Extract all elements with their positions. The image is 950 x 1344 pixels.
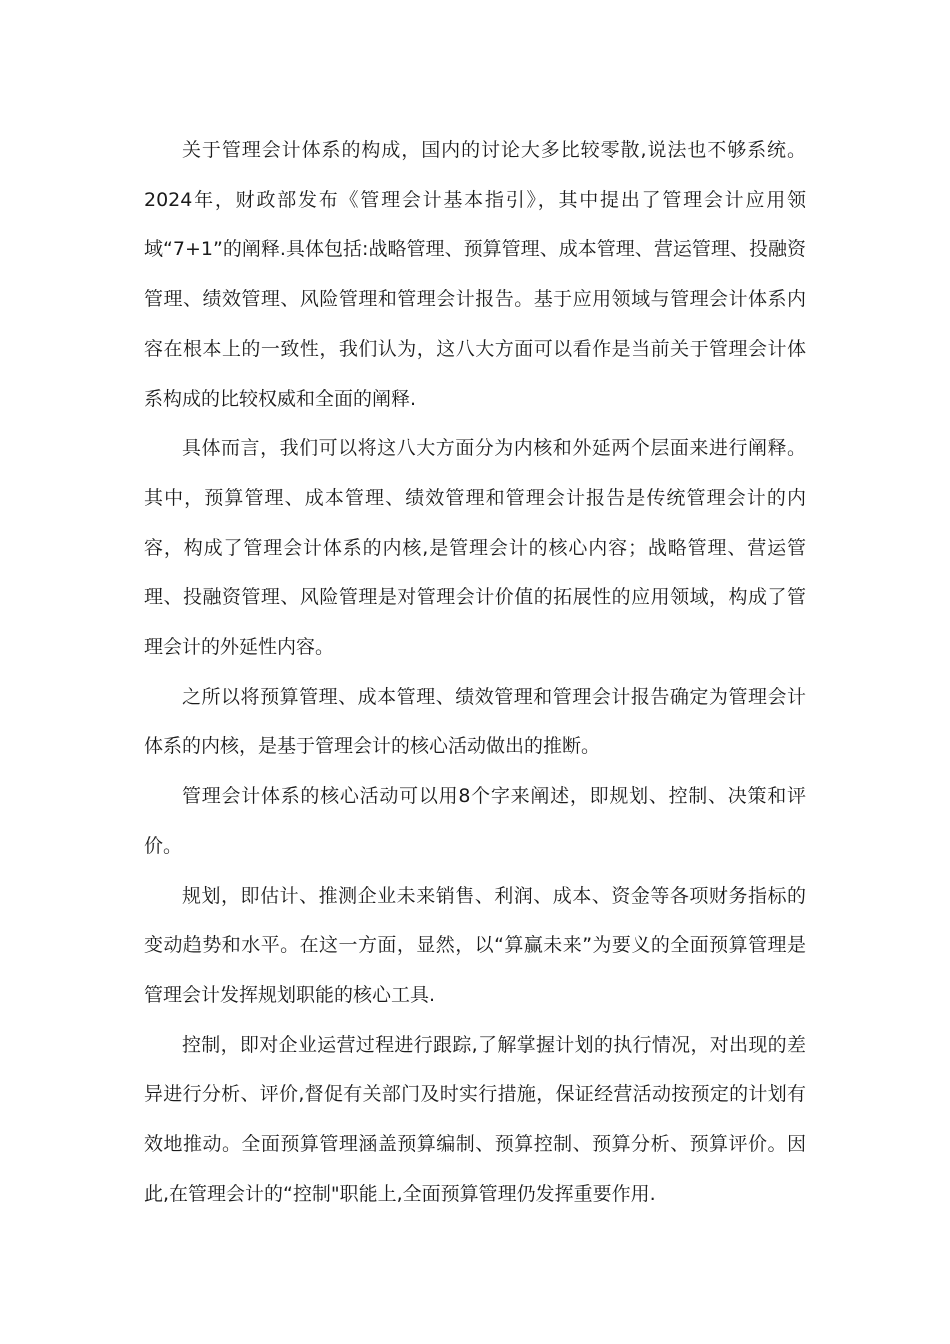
paragraph-planning: 规划，即估计、推测企业未来销售、利润、成本、资金等各项财务指标的变动趋势和水平。在这一方面，显然，以“算赢未来”为要义的全面预算管理是管理会计发挥规划职能的核心工具.	[144, 884, 806, 1006]
paragraph-core-and-extension: 具体而言，我们可以将这八大方面分为内核和外延两个层面来进行阐释。其中，预算管理、成本管理、绩效管理和管理会计报告是传统管理会计的内容，构成了管理会计体系的内核,是管理会计的核心内容；战略管理、营运管理、投融资管理、风险管理是对管理会计价值的拓展性的应用领域，构成了管理会计的外延性内容。	[144, 437, 806, 659]
paragraph-core-activities: 管理会计体系的核心活动可以用8个字来阐述，即规划、控制、决策和评价。	[144, 785, 806, 857]
document-page	[144, 126, 806, 1219]
paragraph-system-composition: 关于管理会计体系的构成，国内的讨论大多比较零散,说法也不够系统。2024年，财政部发布《管理会计基本指引》，其中提出了管理会计应用领域“7+1”的阐释.具体包括:战略管理、预算管理、成本管理、营运管理、投融资管理、绩效管理、风险管理和管理会计报告。基于应用领域与管理会计体系内容在根本上的一致性，我们认为，这八大方面可以看作是当前关于管理会计体系构成的比较权威和全面的阐释.	[144, 139, 806, 410]
paragraph-core-reasoning: 之所以将预算管理、成本管理、绩效管理和管理会计报告确定为管理会计体系的内核，是基于管理会计的核心活动做出的推断。	[144, 685, 806, 758]
paragraph-control: 控制，即对企业运营过程进行跟踪,了解掌握计划的执行情况，对出现的差异进行分析、评价,督促有关部门及时实行措施，保证经营活动按预定的计划有效地推动。全面预算管理涵盖预算编制、预算控制、预算分析、预算评价。因此,在管理会计的“控制"职能上,全面预算管理仍发挥重要作用.	[144, 1033, 806, 1205]
